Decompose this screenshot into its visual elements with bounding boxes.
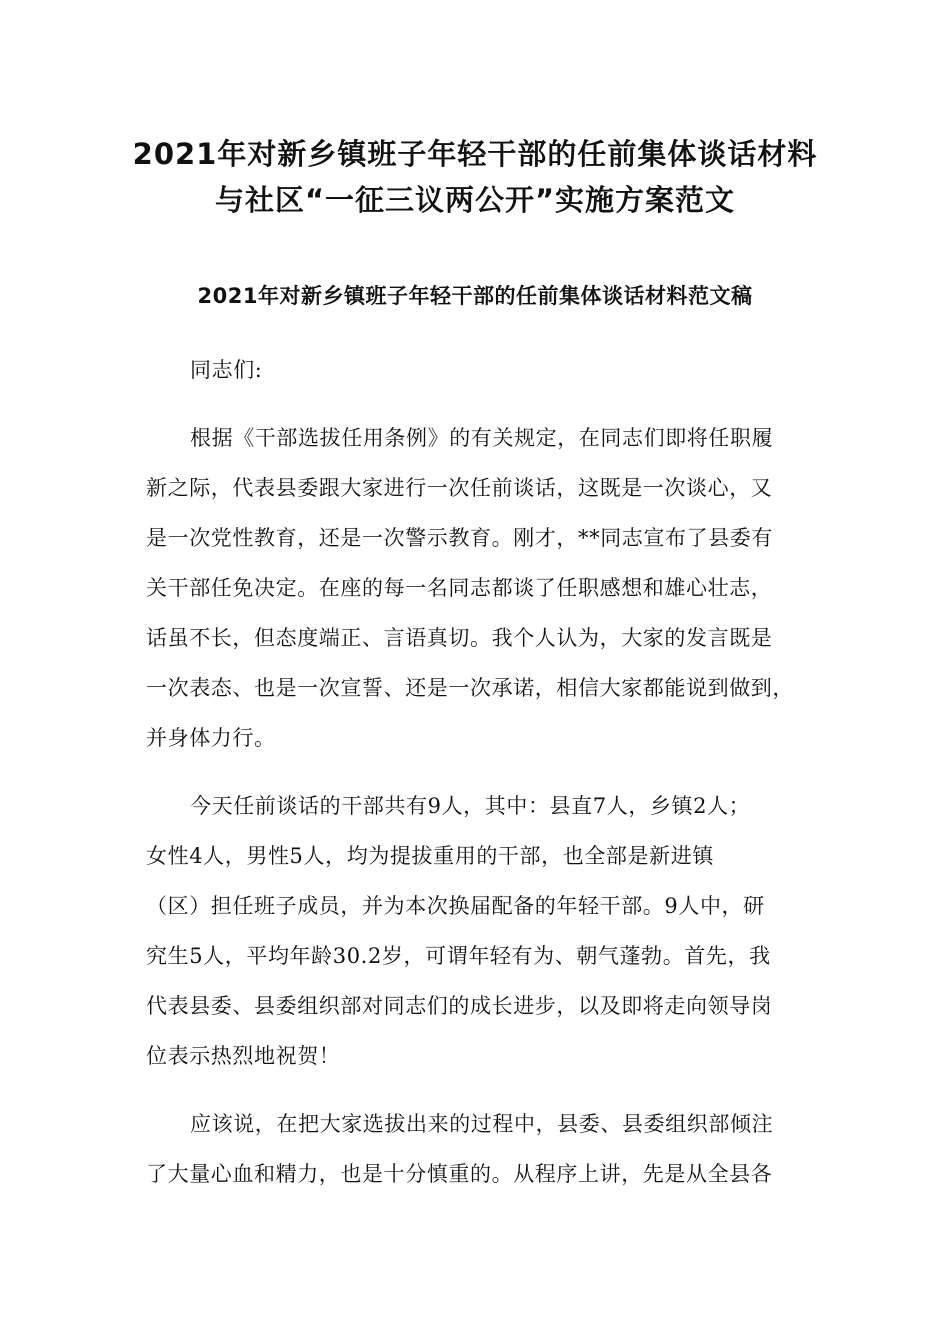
paragraph-line: 根据《干部选拔任用条例》的有关规定，在同志们即将任职履: [190, 426, 774, 450]
paragraph-line: 应该说，在把大家选拔出来的过程中，县委、县委组织部倾注: [190, 1112, 774, 1136]
paragraph-line: 一次表态、也是一次宣誓、还是一次承诺，相信大家都能说到做到，: [146, 676, 794, 700]
salutation: 同志们:: [190, 358, 263, 382]
section-heading: 2021年对新乡镇班子年轻干部的任前集体谈话材料范文稿: [197, 284, 753, 308]
paragraph-line: 究生5人，平均年龄30.2岁，可谓年轻有为、朝气蓬勃。首先，我: [146, 944, 771, 968]
paragraph-line: 话虽不长，但态度端正、言语真切。我个人认为，大家的发言既是: [146, 626, 773, 650]
paragraph-line: 关干部任免决定。在座的每一名同志都谈了任职感想和雄心壮志，: [146, 576, 773, 600]
document-title-line-1: 2021年对新乡镇班子年轻干部的任前集体谈话材料: [132, 137, 818, 171]
paragraph-line: 是一次党性教育，还是一次警示教育。刚才，**同志宣布了县委有: [146, 526, 773, 550]
paragraph-line: 了大量心血和精力，也是十分慎重的。从程序上讲，先是从全县各: [146, 1162, 773, 1186]
document-title-line-2: 与社区“一征三议两公开”实施方案范文: [214, 183, 736, 217]
paragraph-line: 今天任前谈话的干部共有9人，其中：县直7人，乡镇2人；: [190, 794, 751, 818]
paragraph-line: （区）担任班子成员，并为本次换届配备的年轻干部。9人中，研: [146, 894, 765, 918]
paragraph-line: 女性4人，男性5人，均为提拔重用的干部，也全部是新进镇: [146, 844, 714, 868]
paragraph-line: 新之际，代表县委跟大家进行一次任前谈话，这既是一次谈心，又: [146, 476, 773, 500]
paragraph-line: 并身体力行。: [146, 726, 276, 750]
paragraph-line: 代表县委、县委组织部对同志们的成长进步，以及即将走向领导岗: [146, 994, 773, 1018]
paragraph-line: 位表示热烈地祝贺！: [146, 1044, 341, 1068]
